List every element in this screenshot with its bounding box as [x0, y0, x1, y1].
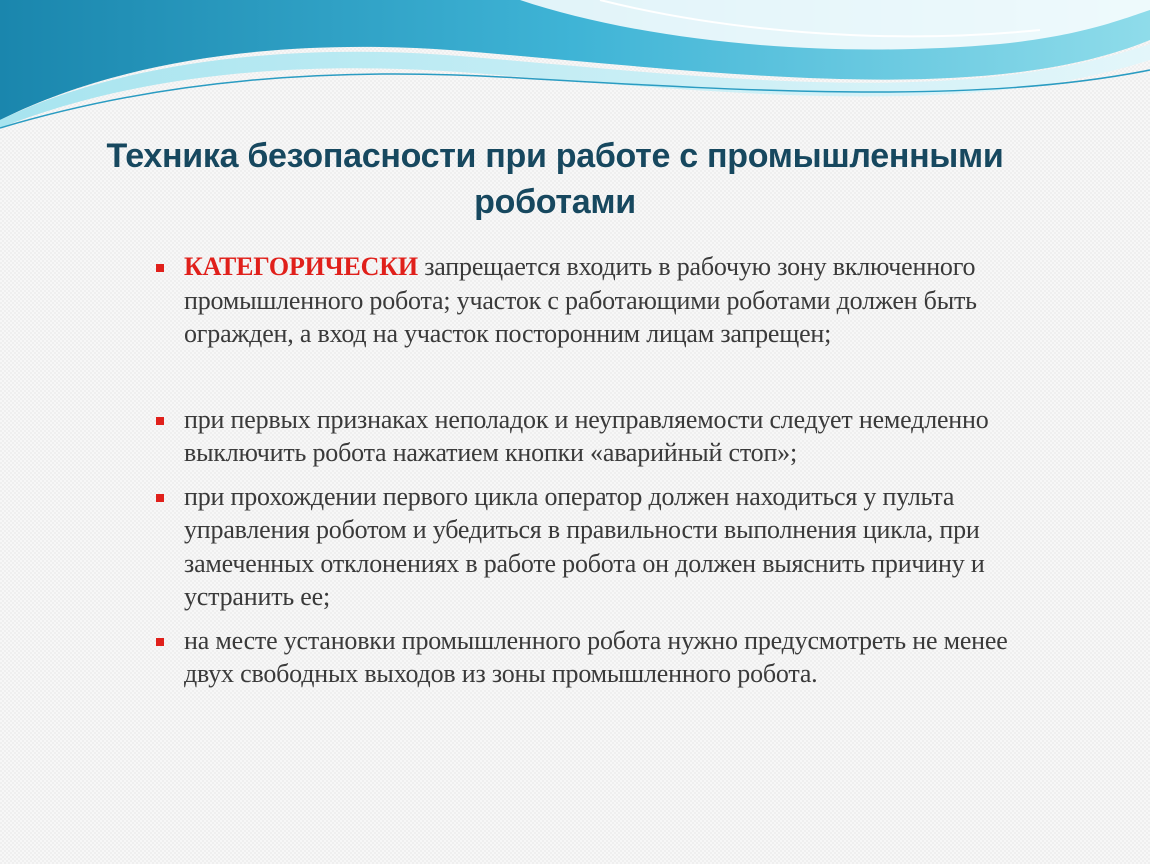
bullet-item — [154, 624, 1059, 691]
slide-title: Техника безопасности при работе с промышленными роботами — [106, 137, 1004, 221]
square-bullet-icon — [156, 417, 164, 425]
square-bullet-icon — [156, 264, 164, 272]
square-bullet-icon — [156, 638, 164, 646]
bullet-text: запрещается входить в рабочую зону включенного промышленного робота; участок с работающими роботами должен быть огражден, а вход на участок посторонним лицам запрещен; — [184, 252, 977, 348]
bullet-item — [154, 250, 1059, 351]
bullet-item — [154, 403, 1059, 470]
bullet-item — [154, 480, 1059, 614]
bullet-emphasis: КАТЕГОРИЧЕСКИ — [184, 252, 418, 281]
bullet-text: при прохождении первого цикла оператор должен находиться у пульта управления роботом и убедиться в правильности выполнения цикла, при замеченных отклонениях в работе робота он должен выяснить причину и устранить ее; — [184, 481, 985, 611]
bullet-text: при первых признаках неполадок и неуправляемости следует немедленно выключить робота нажатием кнопки «аварийный стоп»; — [184, 404, 989, 467]
bullet-list — [154, 250, 1059, 691]
bullet-text: на месте установки промышленного робота нужно предусмотреть не менее двух свободных выходов из зоны промышленного робота. — [184, 625, 1008, 688]
square-bullet-icon — [156, 494, 164, 502]
wave-decoration — [0, 0, 1150, 140]
